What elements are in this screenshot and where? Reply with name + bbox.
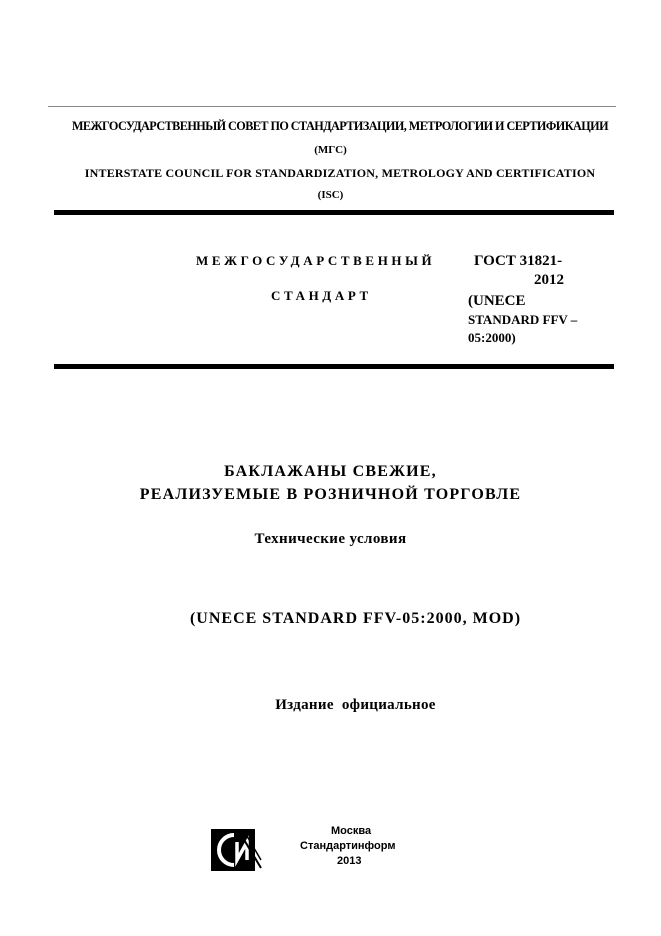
top-divider xyxy=(48,106,616,107)
header-thick-rule xyxy=(54,210,614,215)
gost-year: 2012 xyxy=(534,272,564,288)
standard-type-line2: СТАНДАРТ xyxy=(271,288,372,303)
standard-thick-rule xyxy=(54,364,614,369)
standard-type-line1: МЕЖГОСУДАРСТВЕННЫЙ xyxy=(196,253,436,268)
unece-reference-line1: (UNECE xyxy=(468,293,526,309)
title-line1: БАКЛАЖАНЫ СВЕЖИЕ, xyxy=(224,463,437,480)
council-abbr-en: (ISC) xyxy=(317,189,344,201)
equivalence-statement: (UNECE STANDARD FFV-05:2000, MOD) xyxy=(189,610,522,627)
unece-reference-line3: 05:2000) xyxy=(468,330,516,345)
publisher-name: Стандартинформ xyxy=(300,840,396,852)
standartinform-logo-icon xyxy=(210,828,262,872)
publisher-city: Москва xyxy=(331,825,372,837)
document-subtitle: Технические условия xyxy=(254,531,407,547)
gost-number: ГОСТ 31821- xyxy=(474,253,563,269)
publication-year: 2013 xyxy=(337,855,362,867)
council-name-en: INTERSTATE COUNCIL FOR STANDARDIZATION, METROLOGY AND CERTIFICATION xyxy=(84,166,596,180)
unece-reference-line2: STANDARD FFV – xyxy=(468,312,578,327)
council-name-ru: МЕЖГОСУДАРСТВЕННЫЙ СОВЕТ ПО СТАНДАРТИЗАЦИИ, МЕТРОЛОГИИ И СЕРТИФИКАЦИИ xyxy=(71,119,609,133)
title-line2: РЕАЛИЗУЕМЫЕ В РОЗНИЧНОЙ ТОРГОВЛЕ xyxy=(139,486,522,503)
document-title xyxy=(0,460,661,506)
council-abbr-ru: (МГС) xyxy=(314,144,347,156)
official-edition: Издание официальное xyxy=(275,697,436,713)
